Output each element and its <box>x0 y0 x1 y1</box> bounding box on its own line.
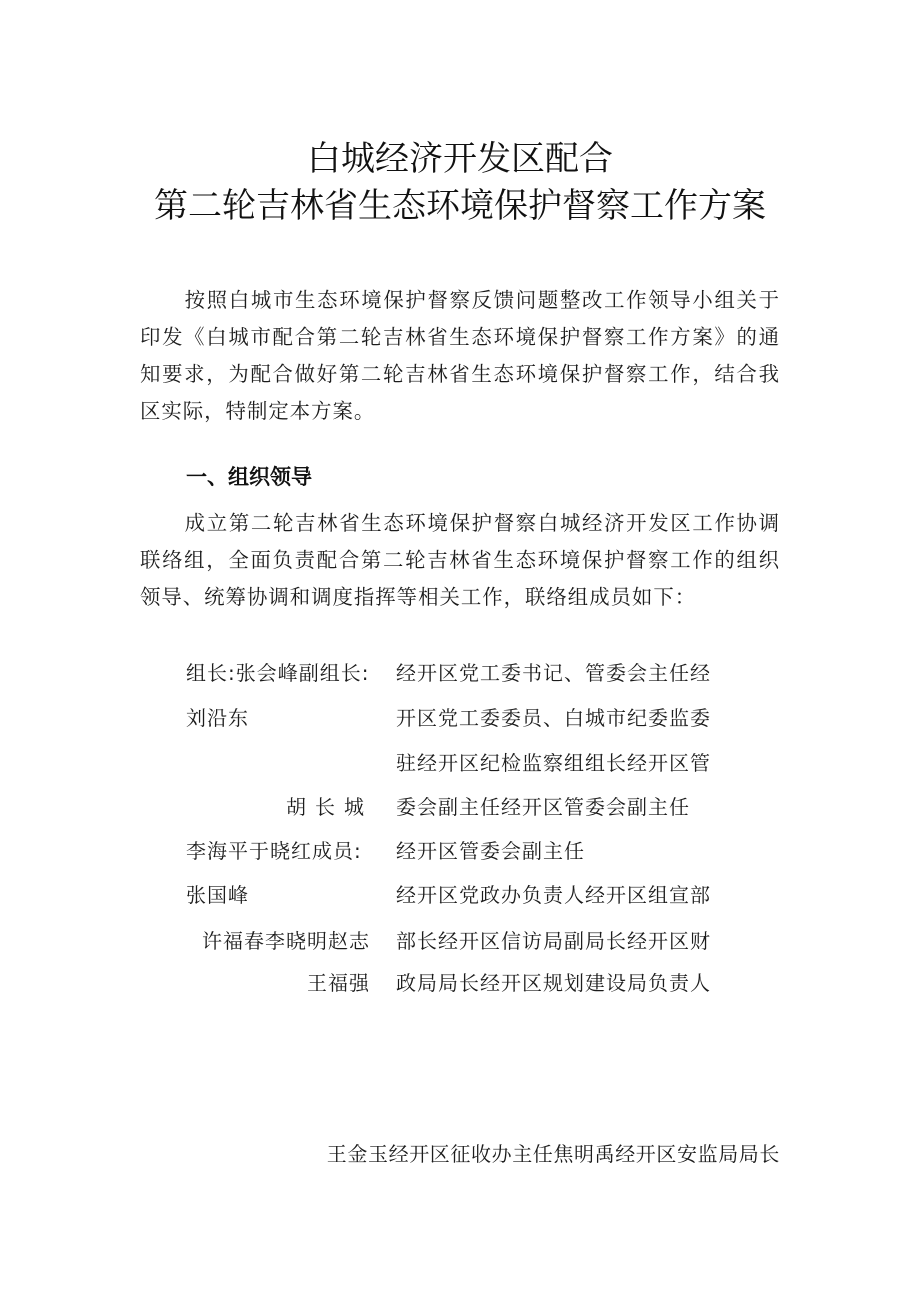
footer-line: 王金玉经开区征收办主任焦明禹经开区安监局局长 <box>326 1142 780 1166</box>
member-right-5: 经开区管委会副主任 <box>396 839 585 863</box>
intro-paragraph <box>140 282 780 430</box>
member-left-2: 刘沿东 <box>186 706 249 730</box>
member-right-1: 经开区党工委书记、管委会主任经 <box>396 661 711 685</box>
member-right-4: 委会副主任经开区管委会副主任 <box>396 795 690 819</box>
section1-text: 成立第二轮吉林省生态环境保护督察白城经济开发区工作协调联络组，全面负责配合第二轮吉林省生态环境保护督察工作的组织领导、统筹协调和调度指挥等相关工作，联络组成员如下： <box>140 511 780 609</box>
member-left-1: 组长:张会峰副组长: <box>186 661 370 685</box>
member-right-7: 部长经开区信访局副局长经开区财 <box>396 929 711 953</box>
member-left-4: 李海平于晓红成员: <box>186 839 362 863</box>
intro-text: 按照白城市生态环境保护督察反馈问题整改工作领导小组关于印发《白城市配合第二轮吉林省生态环境保护督察工作方案》的通知要求，为配合做好第二轮吉林省生态环境保护督察工作，结合我区实际，特制定本方案。 <box>140 288 780 423</box>
member-right-6: 经开区党政办负责人经开区组宣部 <box>396 883 711 907</box>
member-left-7: 王福强 <box>307 971 370 995</box>
member-left-5: 张国峰 <box>186 883 249 907</box>
member-right-3: 驻经开区纪检监察组组长经开区管 <box>396 751 711 775</box>
member-left-6: 许福春李晓明赵志 <box>202 929 370 953</box>
member-right-2: 开区党工委委员、白城市纪委监委 <box>396 706 711 730</box>
member-right-8: 政局局长经开区规划建设局负责人 <box>396 971 711 995</box>
document-title-line2: 第二轮吉林省生态环境保护督察工作方案 <box>154 186 766 226</box>
section1-paragraph <box>140 505 780 616</box>
document-title-line1: 白城经济开发区配合 <box>307 139 613 179</box>
section1-heading: 一、组织领导 <box>186 465 312 489</box>
member-left-3: 胡长城 <box>286 795 373 819</box>
